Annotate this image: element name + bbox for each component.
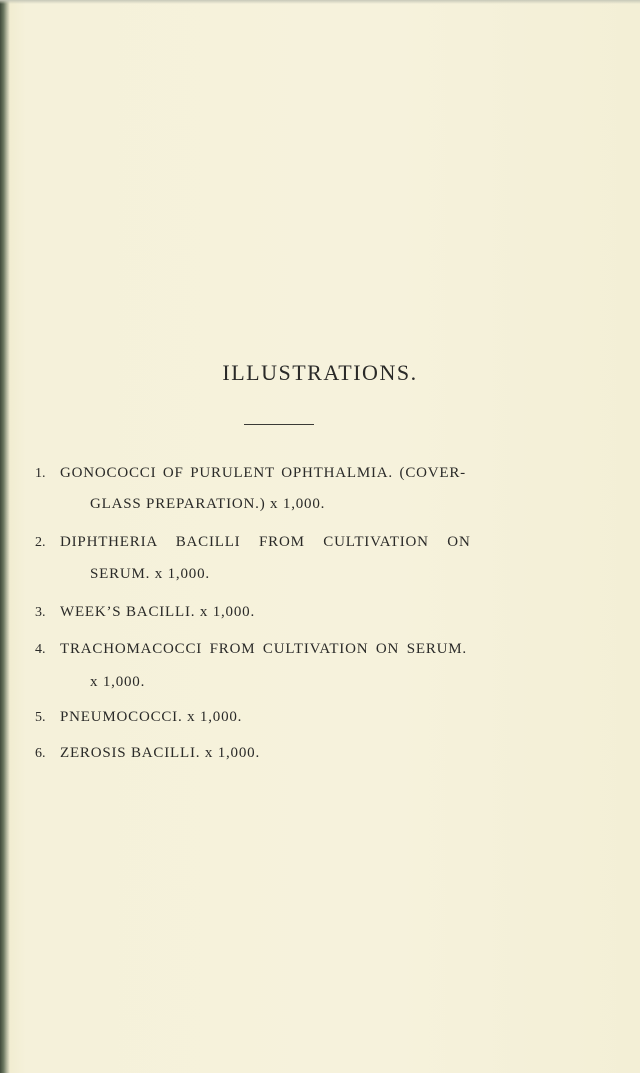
item-number: 4. [35, 642, 46, 657]
item-number: 2. [35, 535, 46, 550]
page-top-edge [0, 0, 640, 4]
item-text-line: GLASS PREPARATION.) x 1,000. [90, 496, 326, 512]
page-title: ILLUSTRATIONS. [222, 360, 418, 385]
item-number: 3. [35, 605, 46, 620]
page-spine-edge [0, 0, 10, 1073]
item-number: 6. [35, 746, 46, 761]
item-text-line: GONOCOCCI OF PURULENT OPHTHALMIA. (COVER- [60, 465, 466, 481]
item-text-line: PNEUMOCOCCI. x 1,000. [60, 709, 243, 725]
item-number: 5. [35, 710, 46, 725]
item-text-line: TRACHOMACOCCI FROM CULTIVATION ON SERUM. [60, 641, 467, 657]
item-text-line: x 1,000. [90, 674, 146, 690]
item-text-line: ZEROSIS BACILLI. x 1,000. [60, 745, 260, 761]
title-rule [244, 424, 314, 425]
item-text-line: WEEK’S BACILLI. x 1,000. [60, 604, 256, 620]
item-text-line: DIPHTHERIA BACILLI FROM CULTIVATION ON [60, 534, 471, 550]
item-text-line: SERUM. x 1,000. [90, 566, 210, 582]
item-number: 1. [35, 466, 46, 481]
